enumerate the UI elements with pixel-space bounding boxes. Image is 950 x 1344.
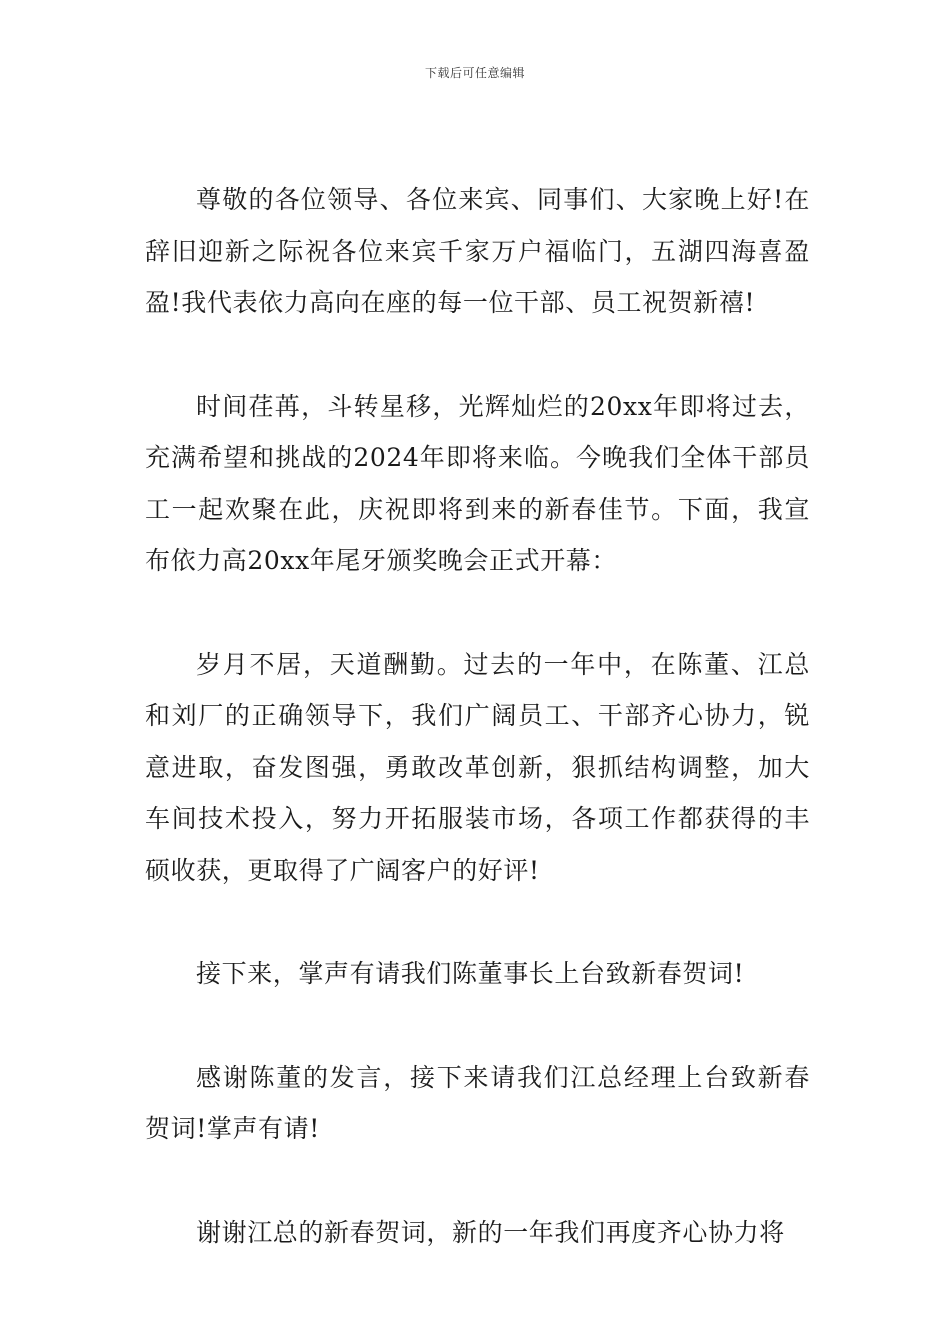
paragraph-closing: 谢谢江总的新春贺词，新的一年我们再度齐心协力将 — [196, 1217, 785, 1247]
paragraph-chairman-invite: 接下来，掌声有请我们陈董事长上台致新春贺词! — [196, 959, 745, 988]
document-body — [145, 174, 810, 1310]
paragraph-gm-invite: 感谢陈董的发言，接下来请我们江总经理上台致新春贺词!掌声有请! — [145, 1062, 810, 1143]
paragraph-greeting: 尊敬的各位领导、各位来宾、同事们、大家晚上好!在辞旧迎新之际祝各位来宾千家万户福临门，五湖四海喜盈盈!我代表依力高向在座的每一位干部、员工祝贺新禧! — [145, 185, 810, 317]
page-header: 下载后可任意编辑 — [424, 66, 525, 80]
paragraph-review: 岁月不居，天道酬勤。过去的一年中，在陈董、江总和刘厂的正确领导下，我们广阔员工、干部齐心协力，锐意进取，奋发图强，勇敢改革创新，狠抓结构调整，加大车间技术投入，努力开拓服装市场，各项工作都获得的丰硕收获，更取得了广阔客户的好评! — [145, 649, 810, 885]
paragraph-opening: 时间荏苒，斗转星移，光辉灿烂的20xx年即将过去，充满希望和挑战的2024年即将来临。今晚我们全体干部员工一起欢聚在此，庆祝即将到来的新春佳节。下面，我宣布依力高20xx年尾牙颁奖晚会正式开幕： — [145, 391, 810, 575]
